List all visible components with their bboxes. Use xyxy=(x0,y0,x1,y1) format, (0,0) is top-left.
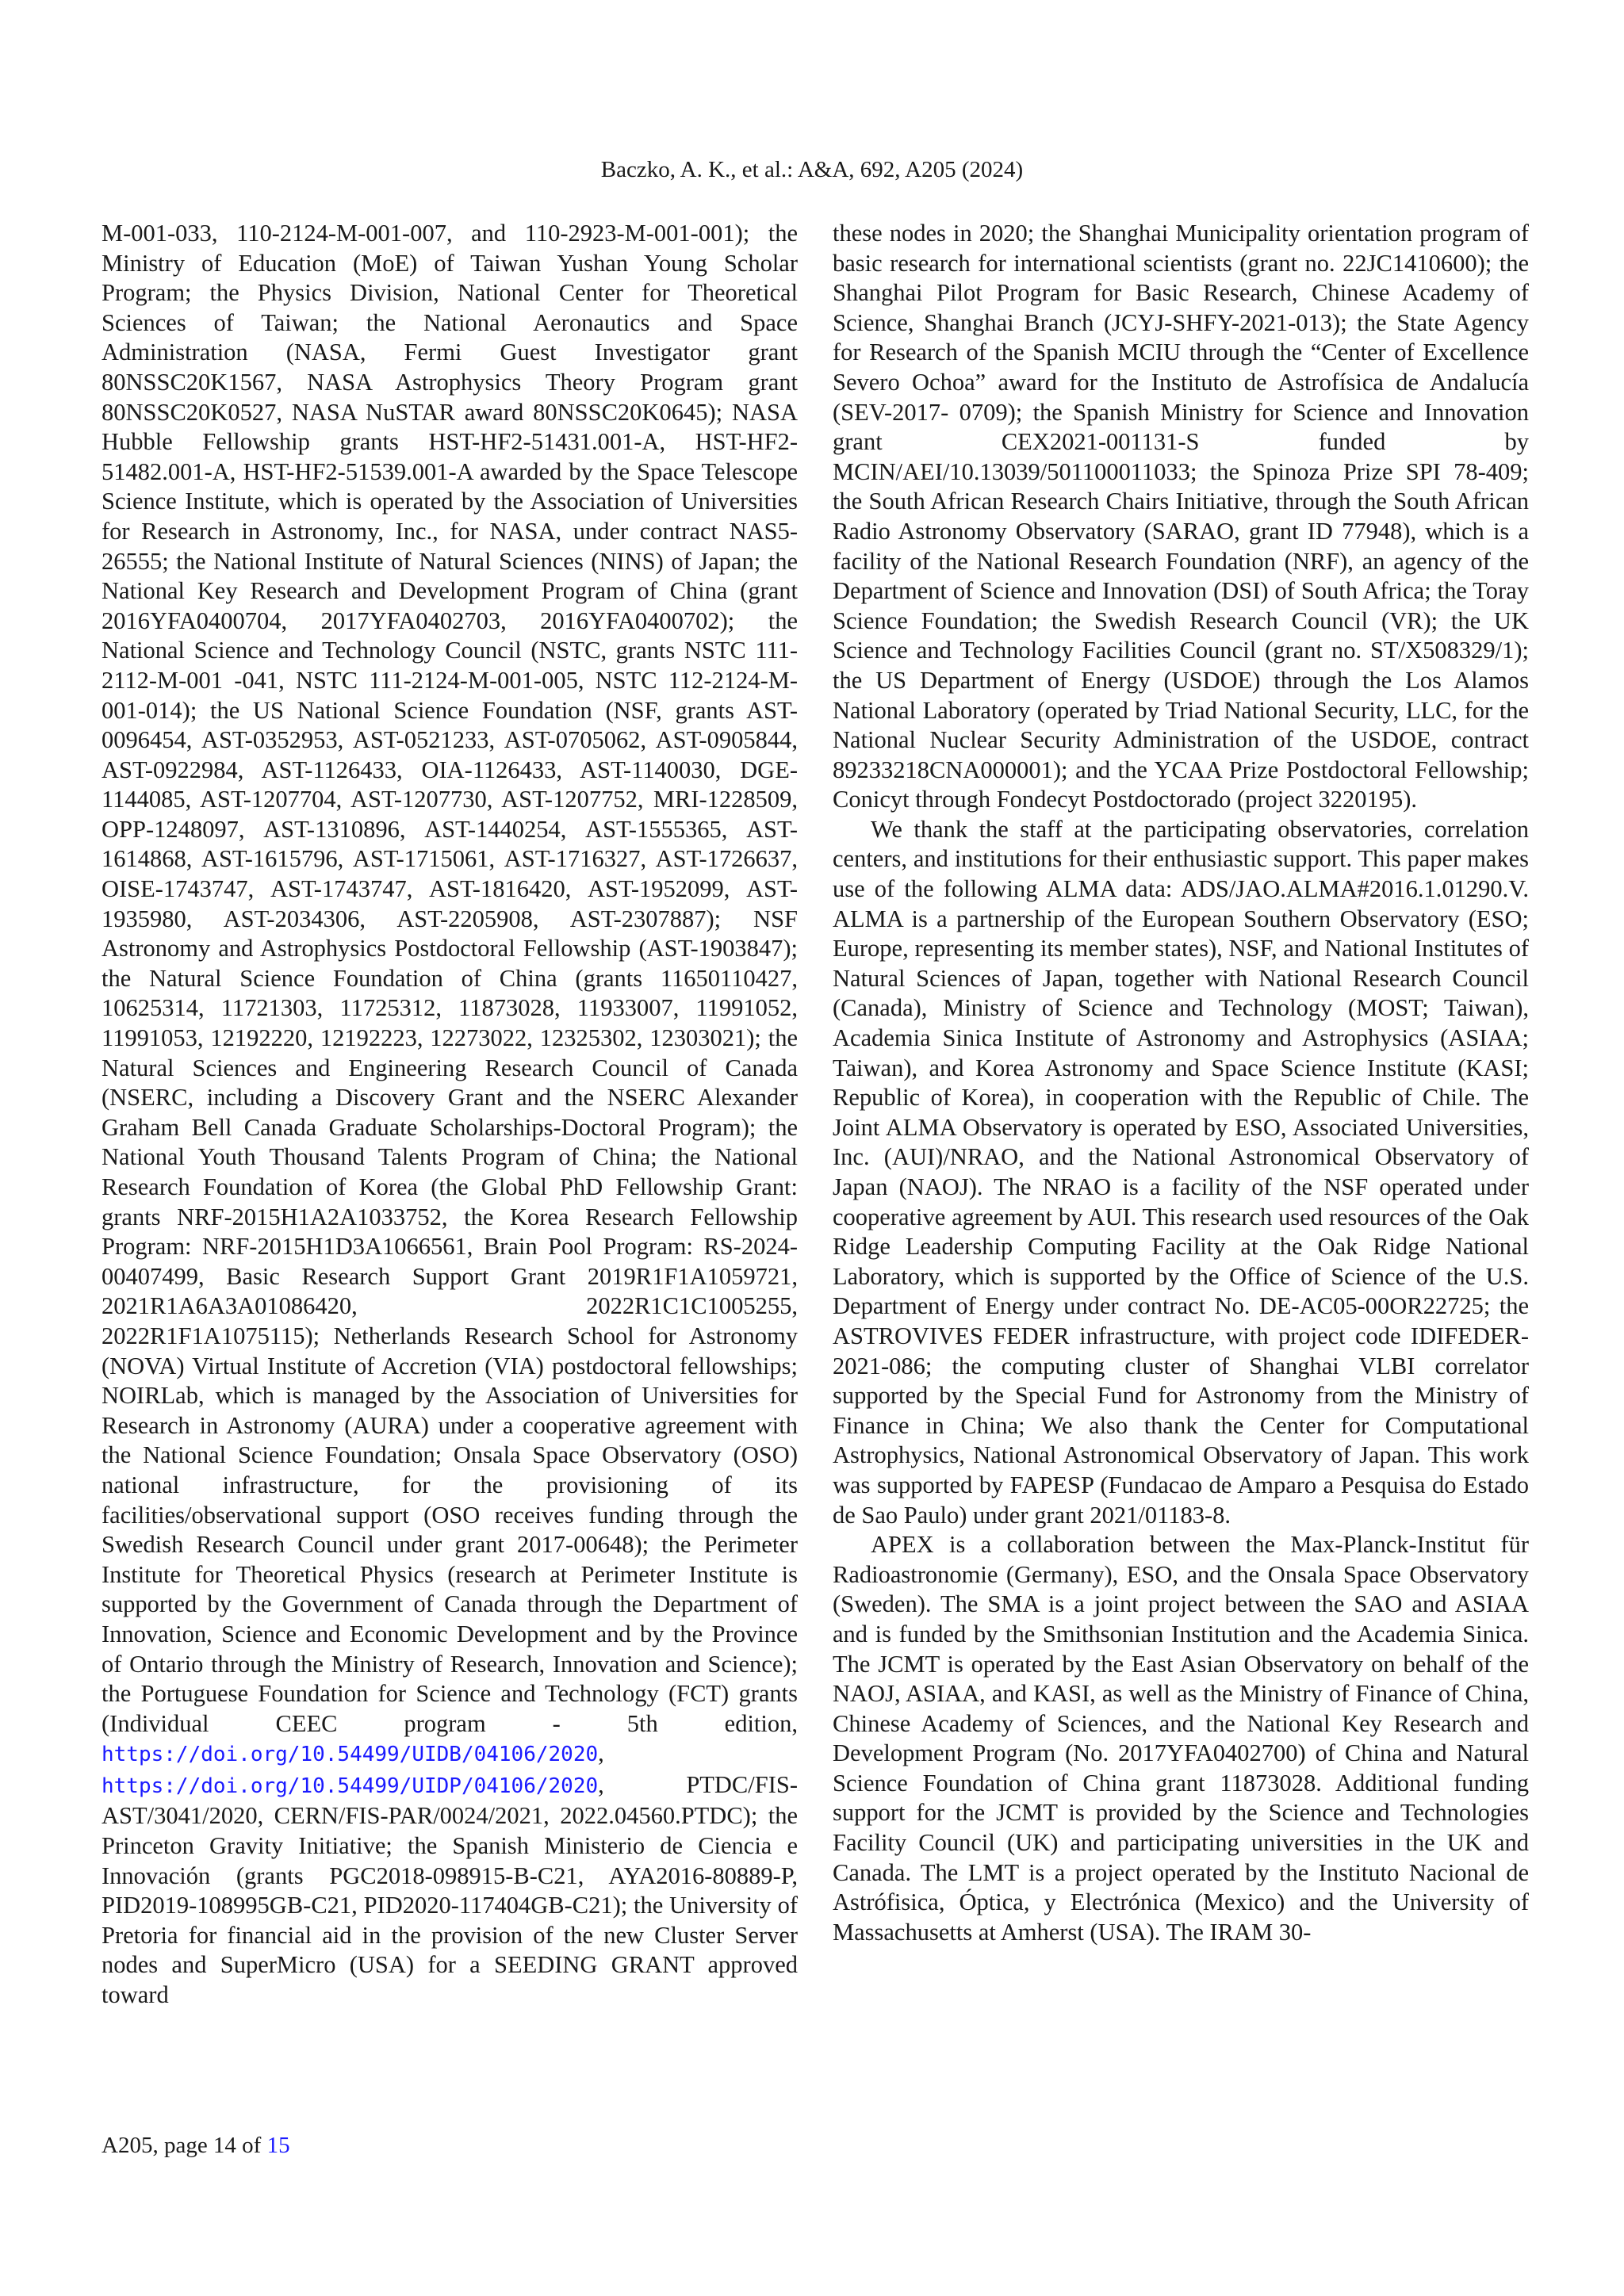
doi-link-uidb[interactable]: https://doi.org/10.54499/UIDB/04106/2020 xyxy=(102,1743,599,1767)
acknowledgements-paragraph xyxy=(102,219,798,2011)
doi-link-uidp[interactable]: https://doi.org/10.54499/UIDP/04106/2020 xyxy=(102,1774,599,1798)
acknowledgements-text-part2: PTDC/FIS-AST/3041/2020, CERN/FIS-PAR/0024/2021, 2022.04560.PTDC); the Princeton Gravity Initiative; the Spanish Ministerio de Ciencia e Innovación (grants PGC2018-098915-B-C21, AYA2016-80889-P, PID2019-108995GB-C21, PID2020-117404GB-C21); the University of Pretoria for financial aid in the provision of the new Cluster Server nodes and SuperMicro (USA) for a SEEDING GRANT approved toward xyxy=(102,1770,798,2009)
total-pages-link[interactable]: 15 xyxy=(266,2133,290,2158)
right-column xyxy=(833,219,1529,1947)
doi-separator-2: , xyxy=(598,1770,604,1798)
facilities-paragraph: APEX is a collaboration between the Max-Planck-Institut für Radioastronomie (Germany), ESO, and the Onsala Space Observatory (Sweden). The SMA is a joint project between the SAO and ASIAA and is funded by the Smithsonian Institution and the Academia Sinica. The JCMT is operated by the East Asian Observatory on behalf of the NAOJ, ASIAA, and KASI, as well as the Ministry of Finance of China, Chinese Academy of Sciences, and the National Key Research and Development Program (No. 2017YFA0402700) of China and Natural Science Foundation of China grant 11873028. Additional funding support for the JCMT is provided by the Science and Technologies Facility Council (UK) and participating universities in the UK and Canada. The LMT is a project operated by the Instituto Nacional de Astrófisica, Óptica, y Electrónica (Mexico) and the University of Massachusetts at Amherst (USA). The IRAM 30- xyxy=(833,1531,1529,1946)
doi-separator-1: , xyxy=(598,1739,604,1767)
funding-paragraph-continued: these nodes in 2020; the Shanghai Municipality orientation program of basic research for international scientists (grant no. 22JC1410600); the Shanghai Pilot Program for Basic Research, Chinese Academy of Science, Shanghai Branch (JCYJ-SHFY-2021-013); the State Agency for Research of the Spanish MCIU through the “Center of Excellence Severo Ochoa” award for the Instituto de Astrofísica de Andalucía (SEV-2017- 0709); the Spanish Ministry for Science and Innovation grant CEX2021-001131-S funded by MCIN/AEI/10.13039/501100011033; the Spinoza Prize SPI 78-409; the South African Research Chairs Initiative, through the South African Radio Astronomy Observatory (SARAO, grant ID 77948), which is a facility of the National Research Foundation (NRF), an agency of the Department of Science and Innovation (DSI) of South Africa; the Toray Science Foundation; the Swedish Research Council (VR); the UK Science and Technology Facilities Council (grant no. ST/X508329/1); the US Department of Energy (USDOE) through the Los Alamos National Laboratory (operated by Triad National Security, LLC, for the National Nuclear Security Administration of the USDOE, contract 89233218CNA000001); and the YCAA Prize Postdoctoral Fellowship; Conicyt through Fondecyt Postdoctorado (project 3220195). xyxy=(833,220,1529,813)
page-number-label: A205, page 14 of xyxy=(102,2133,267,2158)
acknowledgements-text-part1: M-001-033, 110-2124-M-001-007, and 110-2923-M-001-001); the Ministry of Education (MoE) of Taiwan Yushan Young Scholar Program; the Physics Division, National Center for Theoretical Sciences of Taiwan; the National Aeronautics and Space Administration (NASA, Fermi Guest Investigator grant 80NSSC20K1567, NASA Astrophysics Theory Program grant 80NSSC20K0527, NASA NuSTAR award 80NSSC20K0645); NASA Hubble Fellowship grants HST-HF2-51431.001-A, HST-HF2-51482.001-A, HST-HF2-51539.001-A awarded by the Space Telescope Science Institute, which is operated by the Association of Universities for Research in Astronomy, Inc., for NASA, under contract NAS5-26555; the National Institute of Natural Sciences (NINS) of Japan; the National Key Research and Development Program of China (grant 2016YFA0400704, 2017YFA0402703, 2016YFA0400702); the National Science and Technology Council (NSTC, grants NSTC 111-2112-M-001 -041, NSTC 111-2124-M-001-005, NSTC 112-2124-M-001-014); the US National Science Foundation (NSF, grants AST-0096454, AST-0352953, AST-0521233, AST-0705062, AST-0905844, AST-0922984, AST-1126433, OIA-1126433, AST-1140030, DGE-1144085, AST-1207704, AST-1207730, AST-1207752, MRI-1228509, OPP-1248097, AST-1310896, AST-1440254, AST-1555365, AST-1614868, AST-1615796, AST-1715061, AST-1716327, AST-1726637, OISE-1743747, AST-1743747, AST-1816420, AST-1952099, AST-1935980, AST-2034306, AST-2205908, AST-2307887); NSF Astronomy and Astrophysics Postdoctoral Fellowship (AST-1903847); the Natural Science Foundation of China (grants 11650110427, 10625314, 11721303, 11725312, 11873028, 11933007, 11991052, 11991053, 12192220, 12192223, 12273022, 12325302, 12303021); the Natural Sciences and Engineering Research Council of Canada (NSERC, including a Discovery Grant and the NSERC Alexander Graham Bell Canada Graduate Scholarships-Doctoral Program); the National Youth Thousand Talents Program of China; the National Research Foundation of Korea (the Global PhD Fellowship Grant: grants NRF-2015H1A2A1033752, the Korea Research Fellowship Program: NRF-2015H1D3A1066561, Brain Pool Program: RS-2024-00407499, Basic Research Support Grant 2019R1F1A1059721, 2021R1A6A3A01086420, 2022R1C1C1005255, 2022R1F1A1075115); Netherlands Research School for Astronomy (NOVA) Virtual Institute of Accretion (VIA) postdoctoral fellowships; NOIRLab, which is managed by the Association of Universities for Research in Astronomy (AURA) under a cooperative agreement with the National Science Foundation; Onsala Space Observatory (OSO) national infrastructure, for the provisioning of its facilities/observational support (OSO receives funding through the Swedish Research Council under grant 2017-00648); the Perimeter Institute for Theoretical Physics (research at Perimeter Institute is supported by the Government of Canada through the Department of Innovation, Science and Economic Development and by the Province of Ontario through the Ministry of Research, Innovation and Science); the Portuguese Foundation for Science and Technology (FCT) grants (Individual CEEC program - 5th edition, xyxy=(102,220,798,1737)
observatories-paragraph: We thank the staff at the participating observatories, correlation centers, and institutions for their enthusiastic support. This paper makes use of the following ALMA data: ADS/JAO.ALMA#2016.1.01290.V. ALMA is a partnership of the European Southern Observatory (ESO; Europe, representing its member states), NSF, and National Institutes of Natural Sciences of Japan, together with National Research Council (Canada), Ministry of Science and Technology (MOST; Taiwan), Academia Sinica Institute of Astronomy and Astrophysics (ASIAA; Taiwan), and Korea Astronomy and Space Science Institute (KASI; Republic of Korea), in cooperation with the Republic of Chile. The Joint ALMA Observatory is operated by ESO, Associated Universities, Inc. (AUI)/NRAO, and the National Astronomical Observatory of Japan (NAOJ). The NRAO is a facility of the NSF operated under cooperative agreement by AUI. This research used resources of the Oak Ridge Leadership Computing Facility at the Oak Ridge National Laboratory, which is supported by the Office of Science of the U.S. Department of Energy under contract No. DE-AC05-00OR22725; the ASTROVIVES FEDER infrastructure, with project code IDIFEDER-2021-086; the computing cluster of Shanghai VLBI correlator supported by the Special Fund for Astronomy from the Ministry of Finance in China; We also thank the Center for Computational Astrophysics, National Astronomical Observatory of Japan. This work was supported by FAPESP (Fundacao de Amparo a Pesquisa do Estado de Sao Paulo) under grant 2021/01183-8. xyxy=(833,815,1529,1529)
left-column xyxy=(102,219,798,2011)
running-head: Baczko, A. K., et al.: A&A, 692, A205 (2024) xyxy=(600,157,1024,182)
page-footer xyxy=(102,2131,290,2160)
